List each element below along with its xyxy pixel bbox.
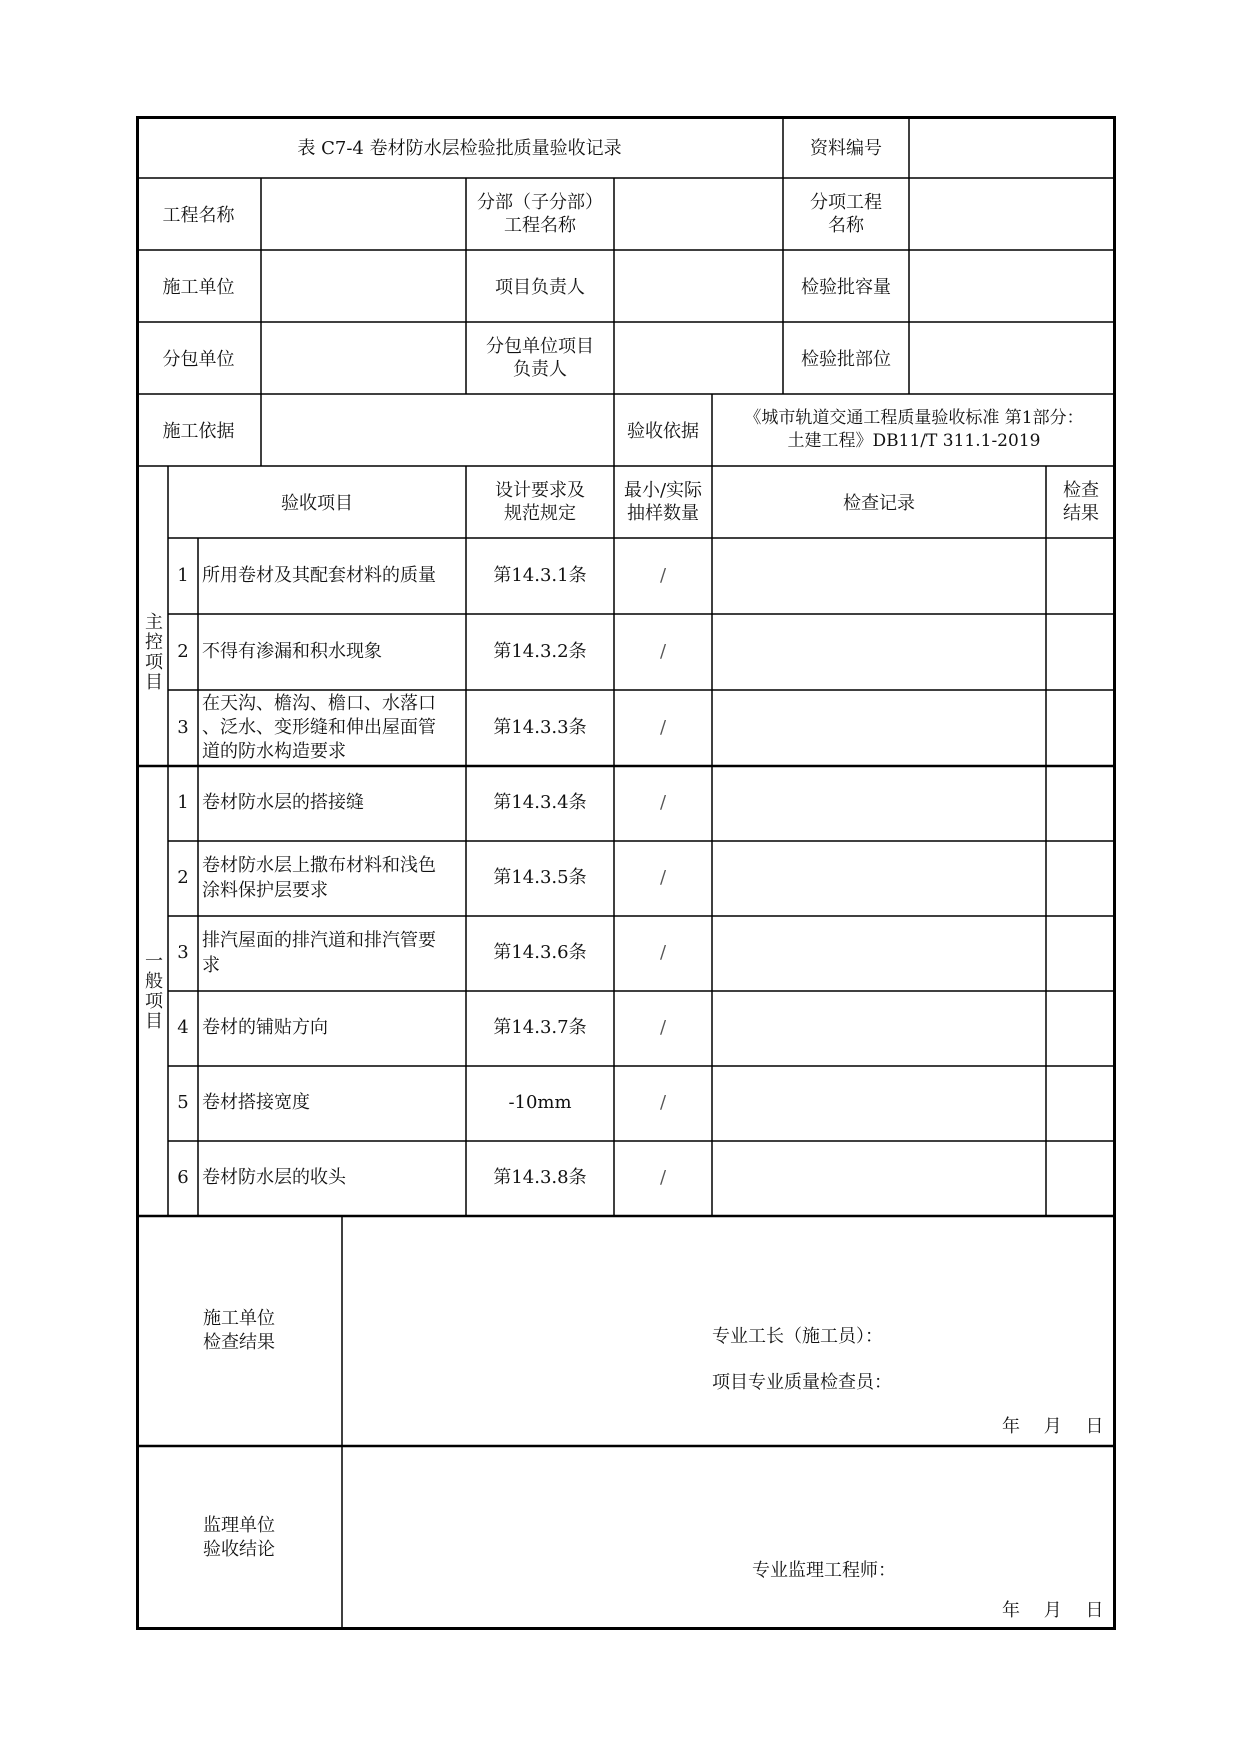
item-sample-count[interactable]: / bbox=[659, 716, 667, 738]
supervisor-check-label-line2: 验收结论 bbox=[203, 1539, 275, 1560]
col-header-result-line2: 结果 bbox=[1063, 503, 1099, 524]
item-description-line: 不得有渗漏和积水现象 bbox=[202, 640, 382, 662]
item-sample-count[interactable]: / bbox=[659, 640, 667, 662]
item-description bbox=[198, 690, 466, 766]
item-check-record[interactable] bbox=[712, 916, 1046, 991]
contractor-label: 施工单位 bbox=[162, 277, 235, 298]
acceptance-basis-value bbox=[712, 394, 1116, 466]
engineer-signature-label: 专业监理工程师： bbox=[752, 1560, 896, 1581]
item-description-line: 道的防水构造要求 bbox=[202, 741, 346, 763]
item-description bbox=[198, 1066, 466, 1141]
supervisor-check-date: 年 月 日 bbox=[1002, 1600, 1104, 1621]
item-check-result[interactable] bbox=[1046, 538, 1116, 614]
item-check-record[interactable] bbox=[712, 690, 1046, 766]
item-description bbox=[198, 766, 466, 841]
item-number: 6 bbox=[177, 1167, 189, 1189]
item-description-line: 卷材的铺贴方向 bbox=[202, 1017, 328, 1039]
item-spec: 第14.3.8条 bbox=[493, 1167, 587, 1189]
item-description-line: 排汽屋面的排汽道和排汽管要 bbox=[202, 930, 436, 952]
item-check-result[interactable] bbox=[1046, 1066, 1116, 1141]
contractor-field[interactable] bbox=[261, 250, 466, 322]
sub-manager-label-line1: 分包单位项目 bbox=[486, 335, 594, 357]
contractor-check-label-line2: 检查结果 bbox=[203, 1332, 275, 1353]
sub-manager-label-line2: 负责人 bbox=[513, 359, 567, 380]
doc-no-label: 资料编号 bbox=[810, 138, 882, 159]
item-check-result[interactable] bbox=[1046, 991, 1116, 1066]
item-check-result[interactable] bbox=[1046, 1141, 1116, 1216]
item-sample-count[interactable]: / bbox=[659, 942, 667, 964]
item-spec: 第14.3.6条 bbox=[493, 942, 587, 964]
main-control-label-text: 主控项目 bbox=[142, 612, 163, 692]
item-number: 2 bbox=[177, 867, 189, 889]
item-spec: -10mm bbox=[508, 1092, 572, 1114]
subdivision-label-line2: 工程名称 bbox=[504, 215, 576, 236]
item-description bbox=[198, 538, 466, 614]
project-name-label: 工程名称 bbox=[162, 205, 235, 226]
batch-location-field[interactable] bbox=[909, 322, 1116, 394]
item-sample-count[interactable]: / bbox=[659, 1167, 667, 1189]
batch-capacity-label: 检验批容量 bbox=[801, 277, 891, 298]
sub-manager-field[interactable] bbox=[614, 322, 783, 394]
item-description bbox=[198, 1141, 466, 1216]
item-check-record[interactable] bbox=[712, 1066, 1046, 1141]
item-spec: 第14.3.5条 bbox=[493, 867, 587, 889]
col-header-result-line1: 检查 bbox=[1063, 479, 1099, 501]
construction-basis-label: 施工依据 bbox=[162, 421, 235, 442]
construction-basis-field[interactable] bbox=[261, 394, 614, 466]
item-check-record[interactable] bbox=[712, 538, 1046, 614]
item-description-line: 在天沟、檐沟、檐口、水落口 bbox=[202, 692, 436, 714]
item-sample-count[interactable]: / bbox=[659, 1092, 667, 1114]
supervisor-check-label-line1: 监理单位 bbox=[203, 1514, 275, 1536]
item-description bbox=[198, 841, 466, 916]
item-check-result[interactable] bbox=[1046, 690, 1116, 766]
sub-manager-label bbox=[466, 322, 614, 394]
item-description-line: 涂料保护层要求 bbox=[202, 879, 328, 901]
col-header-result bbox=[1046, 466, 1116, 538]
item-number: 2 bbox=[177, 640, 189, 662]
item-check-record[interactable] bbox=[712, 614, 1046, 690]
subdivision-label-line1: 分部（子分部） bbox=[477, 191, 603, 213]
item-description-line: 卷材搭接宽度 bbox=[202, 1092, 310, 1114]
item-description bbox=[198, 614, 466, 690]
item-project-field[interactable] bbox=[909, 178, 1116, 250]
item-spec: 第14.3.4条 bbox=[493, 792, 587, 814]
col-header-sample bbox=[614, 466, 712, 538]
item-description-line: 卷材防水层上撒布材料和浅色 bbox=[202, 855, 436, 877]
contractor-check-area[interactable] bbox=[342, 1216, 1116, 1446]
item-number: 4 bbox=[177, 1017, 189, 1039]
general-section-label bbox=[136, 766, 168, 1216]
item-description-line: 求 bbox=[202, 954, 220, 976]
col-header-design-line1: 设计要求及 bbox=[495, 479, 585, 501]
item-sample-count[interactable]: / bbox=[659, 867, 667, 889]
item-check-result[interactable] bbox=[1046, 916, 1116, 991]
item-project-label-line2: 名称 bbox=[828, 215, 864, 236]
item-project-label-line1: 分项工程 bbox=[810, 191, 882, 213]
item-check-record[interactable] bbox=[712, 766, 1046, 841]
item-description-line: 卷材防水层的搭接缝 bbox=[202, 792, 364, 814]
form-title: 表 C7-4 卷材防水层检验批质量验收记录 bbox=[297, 138, 622, 159]
subdivision-field[interactable] bbox=[614, 178, 783, 250]
project-manager-label: 项目负责人 bbox=[495, 277, 585, 298]
col-header-sample-line2: 抽样数量 bbox=[627, 503, 699, 524]
item-check-result[interactable] bbox=[1046, 841, 1116, 916]
item-description-line: 卷材防水层的收头 bbox=[202, 1167, 346, 1189]
item-description bbox=[198, 991, 466, 1066]
item-spec: 第14.3.1条 bbox=[493, 564, 587, 586]
batch-location-label: 检验批部位 bbox=[801, 349, 891, 370]
supervisor-check-label bbox=[136, 1446, 342, 1630]
contractor-check-date: 年 月 日 bbox=[1002, 1416, 1104, 1437]
item-spec: 第14.3.2条 bbox=[493, 640, 587, 662]
col-header-design bbox=[466, 466, 614, 538]
acceptance-basis-label: 验收依据 bbox=[627, 421, 699, 442]
doc-no-field[interactable] bbox=[909, 116, 1116, 178]
item-spec: 第14.3.7条 bbox=[493, 1017, 587, 1039]
item-number: 1 bbox=[177, 792, 189, 814]
col-header-sample-line1: 最小/实际 bbox=[623, 479, 703, 501]
supervisor-check-area[interactable] bbox=[342, 1446, 1116, 1630]
form-body bbox=[136, 116, 1116, 1630]
item-sample-count[interactable]: / bbox=[659, 792, 667, 814]
foreman-signature-label: 专业工长（施工员）： bbox=[712, 1326, 883, 1347]
subdivision-label bbox=[466, 178, 614, 250]
col-header-design-line2: 规范规定 bbox=[504, 503, 576, 524]
project-manager-field[interactable] bbox=[614, 250, 783, 322]
item-spec: 第14.3.3条 bbox=[493, 716, 587, 738]
item-check-record[interactable] bbox=[712, 1141, 1046, 1216]
col-header-record: 检查记录 bbox=[843, 493, 915, 514]
batch-capacity-field[interactable] bbox=[909, 250, 1116, 322]
item-check-result[interactable] bbox=[1046, 614, 1116, 690]
subcontractor-field[interactable] bbox=[261, 322, 466, 394]
contractor-check-label bbox=[136, 1216, 342, 1446]
subcontractor-label: 分包单位 bbox=[162, 349, 235, 370]
acceptance-basis-line1: 《城市轨道交通工程质量验收标准 第1部分： bbox=[744, 408, 1084, 429]
item-check-record[interactable] bbox=[712, 841, 1046, 916]
acceptance-basis-line2: 土建工程》DB11/T 311.1-2019 bbox=[787, 431, 1041, 451]
item-sample-count[interactable]: / bbox=[659, 1017, 667, 1039]
item-check-result[interactable] bbox=[1046, 766, 1116, 841]
item-description bbox=[198, 916, 466, 991]
item-description-line: 、泛水、变形缝和伸出屋面管 bbox=[202, 716, 436, 738]
item-sample-count[interactable]: / bbox=[659, 564, 667, 586]
item-number: 5 bbox=[177, 1092, 189, 1114]
item-number: 3 bbox=[177, 942, 189, 964]
item-project-label bbox=[783, 178, 909, 250]
item-number: 1 bbox=[177, 564, 189, 586]
inspector-signature-label: 项目专业质量检查员： bbox=[712, 1372, 892, 1393]
item-description-line: 所用卷材及其配套材料的质量 bbox=[202, 564, 436, 586]
col-header-item: 验收项目 bbox=[281, 493, 353, 514]
item-check-record[interactable] bbox=[712, 991, 1046, 1066]
item-number: 3 bbox=[177, 716, 189, 738]
general-label-text: 一般项目 bbox=[142, 951, 163, 1031]
main-control-section-label bbox=[136, 538, 168, 766]
project-name-field[interactable] bbox=[261, 178, 466, 250]
contractor-check-label-line1: 施工单位 bbox=[203, 1307, 275, 1329]
